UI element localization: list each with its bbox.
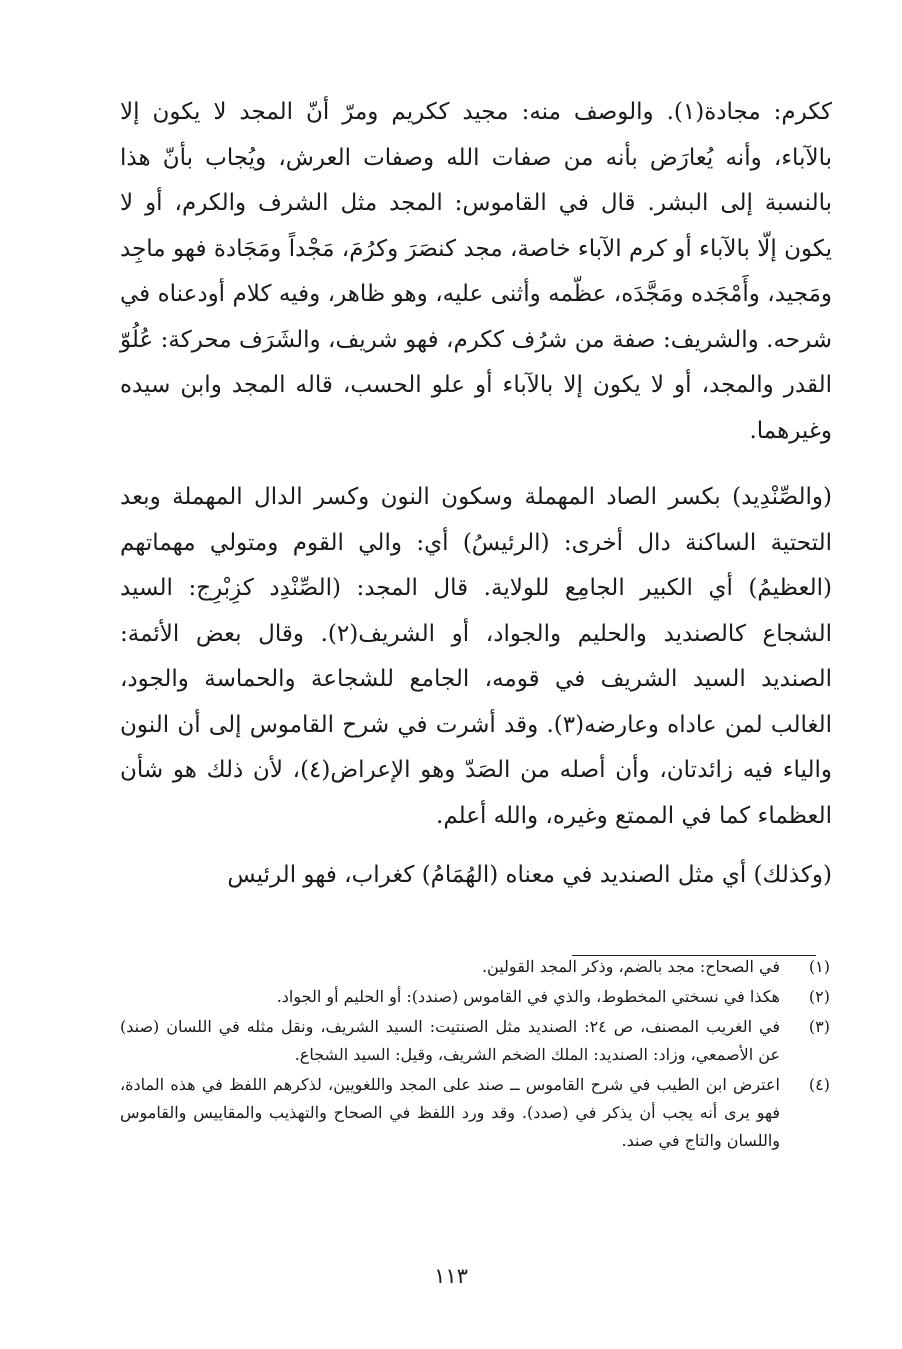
footnote-1 [120, 953, 832, 981]
footnote-text: في الغريب المصنف، ص ٢٤: الصنديد مثل الصنتيت: السيد الشريف، ونقل مثله في اللسان (صند) عن الأصمعي، وزاد: الصنديد: الملك الضخم الشريف، وقيل: السيد الشجاع. [120, 1017, 781, 1064]
paragraph-gap [120, 454, 832, 475]
footnote-4 [120, 1071, 832, 1155]
footnote-2 [120, 983, 832, 1011]
paragraph-gap [120, 839, 832, 853]
footnote-text: هكذا في نسختي المخطوط، والذي في القاموس (صندد): أو الحليم أو الجواد. [276, 987, 780, 1006]
paragraph-humam: (وكذلك) أي مثل الصنديد في معناه (الهُمَامُ) كغراب، فهو الرئيس [227, 862, 832, 888]
footnote-number: (٤) [808, 1075, 830, 1094]
main-text [120, 90, 832, 899]
footnotes [120, 953, 832, 1155]
paragraph-majd: ككرم: مجادة(١). والوصف منه: مجيد ككريم ومرّ أنّ المجد لا يكون إلا بالآباء، وأنه يُعارَض بأنه من صفات الله وصفات العرش، ويُجاب بأنّ هذا بالنسبة إلى البشر. قال في القاموس: المجد مثل الشرف والكرم، أو لا يكون إلّا بالآباء أو كرم الآباء خاصة، مجد كنصَرَ وكرُمَ، مَجْداً ومَجَادة فهو ماجِد ومَجيد، وأَمْجَده ومَجَّدَه، عظّمه وأثنى عليه، وهو ظاهر، وفيه كلام أودعناه في شرحه. والشريف: صفة من شرُف ككرم، فهو شريف، والشَرَف محركة: عُلُوّ القدر والمجد، أو لا يكون إلا بالآباء أو علو الحسب، قاله المجد وابن سيده وغيرهما. [120, 99, 832, 444]
footnote-number: (٣) [808, 1017, 830, 1036]
footnote-number: (٢) [808, 987, 830, 1006]
paragraph-sindid: (والصِّنْدِيد) بكسر الصاد المهملة وسكون النون وكسر الدال المهملة وبعد التحتية الساكنة دال أخرى: (الرئيسُ) أي: والي القوم ومتولي مهماتهم (العظيمُ) أي الكبير الجامِع للولاية. قال المجد: (الصِّنْدِد كزِبْرِج: السيد الشجاع كالصنديد والحليم والجواد، أو الشريف(٢). وقال بعض الأئمة: الصنديد السيد الشريف في قومه، الجامع للشجاعة والحماسة والجود، الغالب لمن عاداه وعارضه(٣). وقد أشرت في شرح القاموس إلى أن النون والياء فيه زائدتان، وأن أصله من الصَدّ وهو الإعراض(٤)، لأن ذلك هو شأن العظماء كما في الممتع وغيره، والله أعلم. [120, 484, 832, 829]
footnote-3 [120, 1013, 832, 1069]
footnote-number: (١) [808, 957, 830, 976]
footnote-text: اعترض ابن الطيب في شرح القاموس ــ صند على المجد واللغويين، لذكرهم اللفظ في هذه المادة، فهو يرى أنه يجب أن يذكر في (صدد). وقد ورد اللفظ في الصحاح والتهذيب والمقاييس والقاموس واللسان والتاج في صند. [120, 1075, 781, 1150]
footnote-text: في الصحاح: مجد بالضم، وذكر المجد القولين. [481, 957, 780, 976]
page-number: ١١٣ [434, 1264, 468, 1288]
